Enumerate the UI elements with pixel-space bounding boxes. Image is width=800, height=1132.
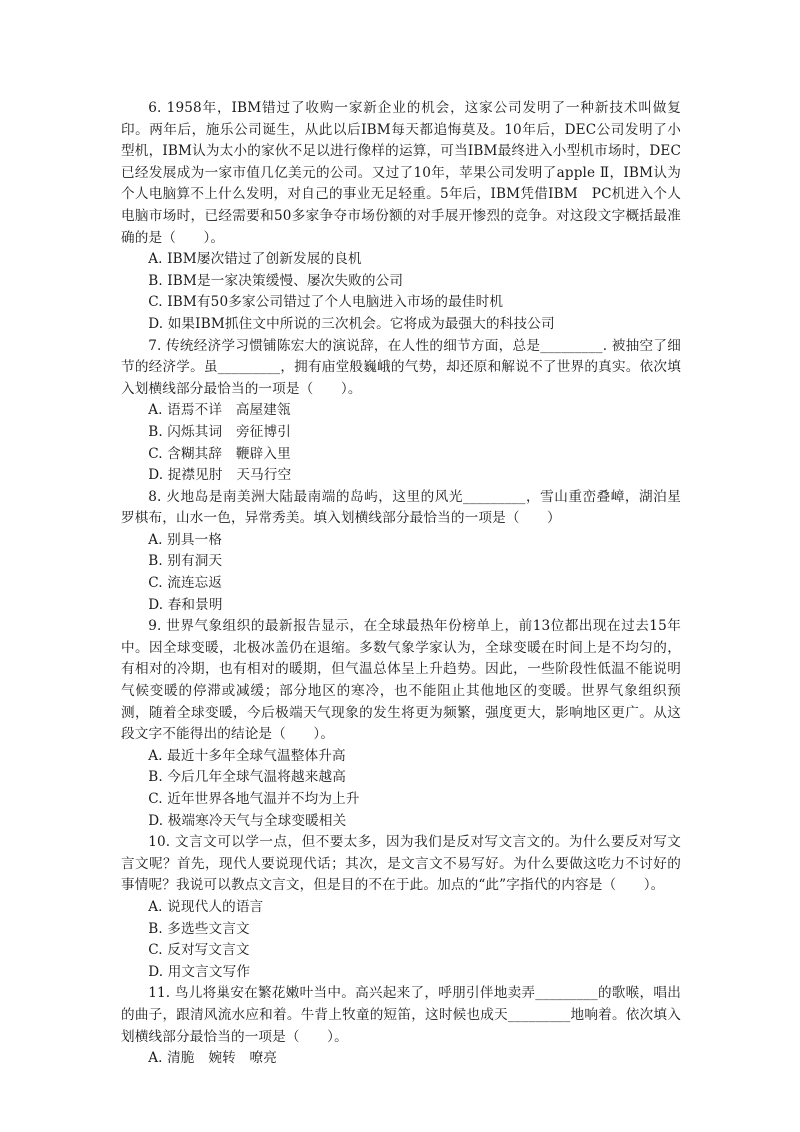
- answer-option: D. 用文言文写作: [148, 963, 251, 980]
- answer-option: B. IBM是一家决策缓慢、屡次失败的公司: [148, 272, 404, 289]
- answer-option: B. 别有洞天: [148, 553, 223, 570]
- question-stem: 10. 文言文可以学一点，但不要太多，因为我们是反对写文言文的。为什么要反对写文言文呢？首先，现代人要说现代话；其次，是文言文不易写好。为什么要做这吃力不讨好的事情呢？我说可以教点文言文，但是目的不在于此。加点的“此”字指代的内容是（ ）。: [121, 834, 681, 894]
- answer-option: B. 闪烁其词 旁征博引: [148, 423, 291, 440]
- answer-option: C. IBM有50多家公司错过了个人电脑进入市场的最佳时机: [148, 294, 504, 311]
- answer-option: B. 多选些文言文: [148, 920, 250, 937]
- question-block: [121, 616, 681, 832]
- answer-option: A. 别具一格: [148, 531, 223, 548]
- answer-option: A. 最近十多年全球气温整体升高: [148, 747, 346, 764]
- question-page: [121, 98, 681, 1070]
- answer-option: D. 捉襟见肘 天马行空: [148, 467, 292, 484]
- answer-option: A. 说现代人的语言: [148, 898, 264, 915]
- answer-option: D. 极端寒冷天气与全球变暖相关: [148, 812, 347, 829]
- question-block: [121, 487, 681, 617]
- question-stem: 7. 传统经济学习惯铺陈宏大的演说辞，在人性的细节方面，总是_________. 被抽空了细节的经济学。虽_________，拥有庙堂般巍峨的气势，却还原和解说不了世界的真实。依次填入划横线部分最恰当的一项是（ ）。: [121, 337, 681, 397]
- answer-option: D. 如果IBM抓住文中所说的三次机会。它将成为最强大的科技公司: [148, 315, 555, 332]
- answer-option: D. 春和景明: [148, 596, 223, 613]
- answer-option: A. 清脆 婉转 嘹亮: [148, 1050, 278, 1067]
- question-block: [121, 983, 681, 1069]
- question-stem: 6. 1958年，IBM错过了收购一家新企业的机会，这家公司发明了一种新技术叫做复印。两年后，施乐公司诞生，从此以后IBM每天都追悔莫及。10年后，DEC公司发明了小型机，IBM认为太小的家伙不足以进行像样的运算，可当IBM最终进入小型机市场时，DEC已经发展成为一家市值几亿美元的公司。又过了10年，苹果公司发明了apple Ⅱ，IBM认为个人电脑算不上什么发明，对自己的事业无足轻重。5年后，IBM凭借IBM PC机进入个人电脑市场时，已经需要和50多家争夺市场份额的对手展开惨烈的竞争。对这段文字概括最准确的是（ ）。: [121, 100, 681, 246]
- question-stem: 11. 鸟儿将巢安在繁花嫩叶当中。高兴起来了，呼朋引伴地卖弄_________的歌喉，唱出的曲子，跟清风流水应和着。牛背上牧童的短笛，这时候也成天_________地响着。依次填入划横线部分最恰当的一项是（ ）。: [121, 985, 681, 1045]
- answer-option: B. 今后几年全球气温将越来越高: [148, 769, 346, 786]
- answer-option: C. 近年世界各地气温并不均为上升: [148, 791, 360, 807]
- question-block: [121, 336, 681, 487]
- question-stem: 8. 火地岛是南美洲大陆最南端的岛屿，这里的风光_________，雪山重峦叠嶂，湖泊星罗棋布，山水一色，异常秀美。填入划横线部分最恰当的一项是（ ）: [121, 488, 681, 527]
- answer-option: C. 流连忘返: [148, 575, 223, 592]
- answer-option: C. 反对写文言文: [148, 942, 250, 959]
- answer-option: A. 语焉不详 高屋建瓴: [148, 402, 291, 419]
- question-block: [121, 832, 681, 983]
- answer-option: A. IBM屡次错过了创新发展的良机: [148, 251, 362, 268]
- question-stem: 9. 世界气象组织的最新报告显示，在全球最热年份榜单上，前13位都出现在过去15年中。因全球变暖，北极冰盖仍在退缩。多数气象学家认为，全球变暖在时间上是不均匀的，有相对的冷期，也有相对的暖期，但气温总体呈上升趋势。因此，一些阶段性低温不能说明气候变暖的停滞或减缓；部分地区的寒冷，也不能阻止其他地区的变暖。世界气象组织预测，随着全球变暖，今后极端天气现象的发生将更为频繁，强度更大，影响地区更广。从这段文字不能得出的结论是（ ）。: [121, 618, 681, 743]
- question-block: [121, 98, 681, 336]
- answer-option: C. 含糊其辞 鞭辟入里: [148, 445, 291, 462]
